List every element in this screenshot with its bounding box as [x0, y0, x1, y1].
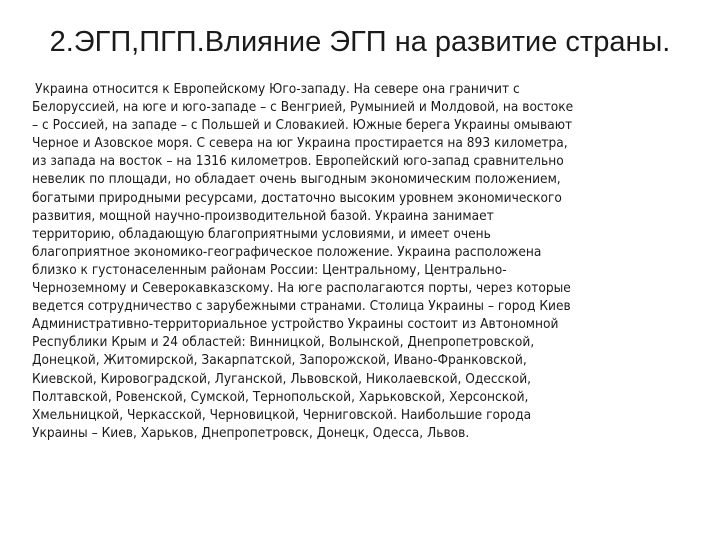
body-line: Украины – Киев, Харьков, Днепропетровск, Донецк, Одесса, Львов.: [32, 424, 470, 441]
body-line: невелик по площади, но обладает очень выгодным экономическим положением,: [32, 171, 561, 188]
body-line: богатыми природными ресурсами, достаточно высоким уровнем экономического: [32, 189, 562, 206]
body-line: Полтавской, Ровенской, Сумской, Тернопольской, Харьковской, Херсонской,: [32, 388, 529, 405]
body-line: территорию, обладающую благоприятными условиями, и имеет очень: [32, 225, 491, 242]
body-line: ведется сотрудничество с зарубежными странами. Столица Украины – город Киев: [32, 298, 571, 315]
body-line: Киевской, Кировоградской, Луганской, Львовской, Николаевской, Одесской,: [32, 370, 532, 387]
body-line: близко к густонаселенным районам России: Центральному, Центрально-: [32, 261, 507, 278]
body-line: Административно-территориальное устройство Украины состоит из Автономной: [32, 316, 559, 333]
body-line: благоприятное экономико-географическое положение. Украина расположена: [32, 243, 542, 260]
body-line: Республики Крым и 24 областей: Винницкой, Волынской, Днепропетровской,: [32, 334, 535, 351]
body-line: Черноземному и Северокавказскому. На юге располагаются порты, через которые: [32, 280, 571, 297]
body-line: Украина относится к Европейскому Юго-западу. На севере она граничит с: [35, 81, 520, 97]
body-line: Белоруссией, на юге и юго-западе – с Венгрией, Румынией и Молдовой, на востоке: [32, 99, 574, 116]
body-line: Хмельницкой, Черкасской, Черновицкой, Черниговской. Наибольшие города: [32, 406, 532, 423]
body-line: из запада на восток – на 1316 километров. Европейский юго-запад сравнительно: [32, 153, 564, 170]
slide-body-text: [32, 80, 692, 442]
body-line: – с Россией, на западе – с Польшей и Словакией. Южные берега Украины омывают: [32, 117, 573, 134]
slide-title: 2.ЭГП,ПГП.Влияние ЭГП на развитие страны.: [49, 26, 671, 58]
body-line: развития, мощной научно-производительной базой. Украина занимает: [32, 207, 494, 224]
body-line: Черное и Азовское моря. С севера на юг Украина простирается на 893 километра,: [32, 135, 568, 152]
body-line: Донецкой, Житомирской, Закарпатской, Запорожской, Ивано-Франковской,: [32, 352, 527, 369]
